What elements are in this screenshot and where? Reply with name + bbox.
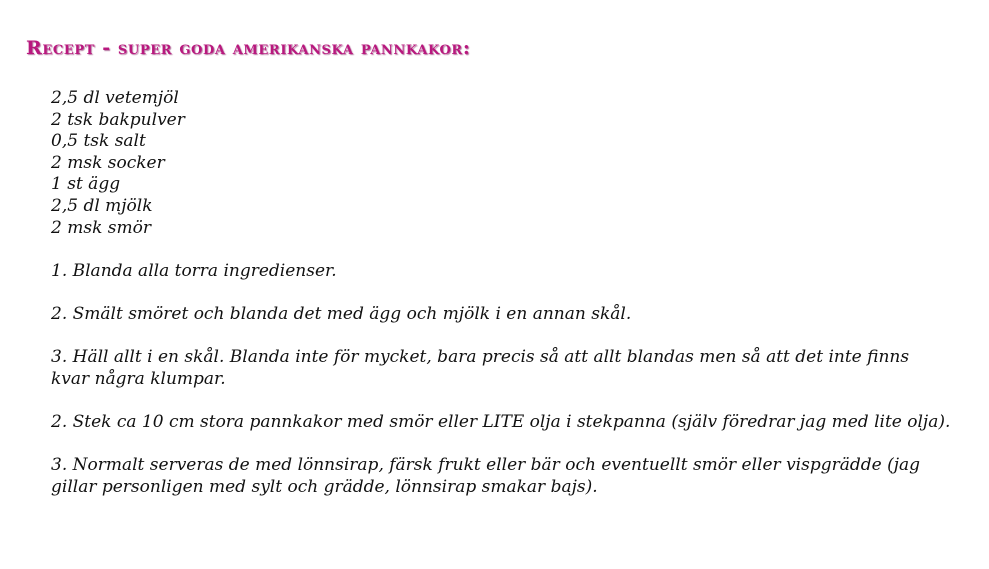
ingredient-item: 1 st ägg xyxy=(51,174,121,195)
recipe-content xyxy=(51,88,951,498)
instruction-step: 3. Häll allt i en skål. Blanda inte för mycket, bara precis så att allt blandas men så att det inte finns kvar några klumpar. xyxy=(51,347,910,389)
instruction-list xyxy=(51,261,951,499)
instruction-step: 2. Stek ca 10 cm stora pannkakor med smör eller LITE olja i stekpanna (själv föredrar jag med lite olja). xyxy=(51,411,951,432)
ingredient-item: 2 msk smör xyxy=(51,217,151,238)
recipe-title: Recept - super goda amerikanska pannkakor: xyxy=(26,37,471,59)
ingredient-item: 2,5 dl vetemjöl xyxy=(51,88,179,108)
ingredient-item: 2 tsk bakpulver xyxy=(51,109,185,130)
instruction-step: 1. Blanda alla torra ingredienser. xyxy=(51,260,337,281)
ingredient-item: 2 msk socker xyxy=(51,152,165,173)
instruction-step: 2. Smält smöret och blanda det med ägg och mjölk i en annan skål. xyxy=(51,303,632,324)
ingredient-list xyxy=(51,88,951,239)
instruction-step: 3. Normalt serveras de med lönnsirap, färsk frukt eller bär och eventuellt smör eller vispgrädde (jag gillar personligen med sylt och grädde, lönnsirap smakar bajs). xyxy=(51,455,921,497)
ingredient-item: 0,5 tsk salt xyxy=(51,131,146,152)
ingredient-item: 2,5 dl mjölk xyxy=(51,195,153,216)
